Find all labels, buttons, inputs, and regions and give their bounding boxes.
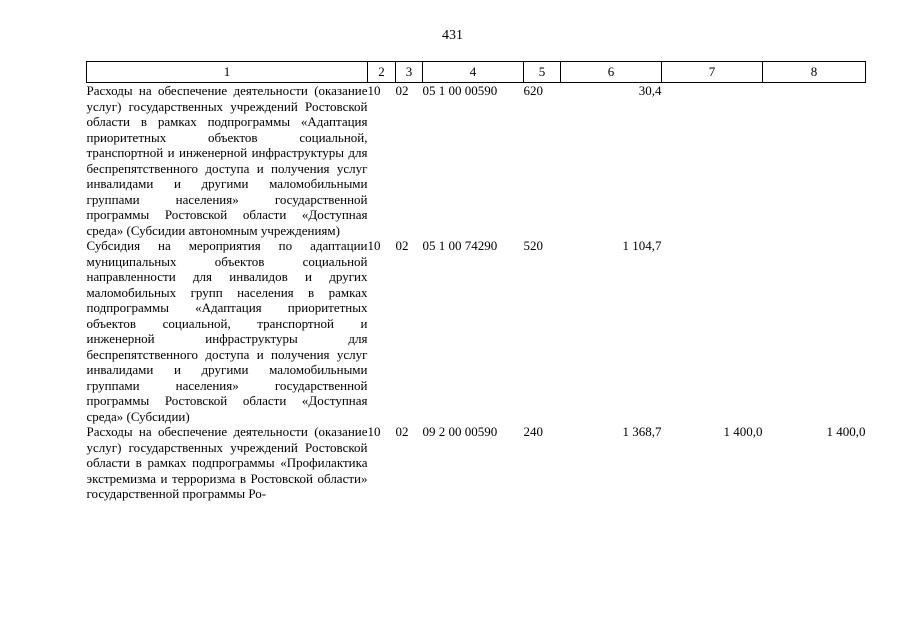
expense-type-code: 520 bbox=[523, 238, 543, 253]
expense-type-code: 620 bbox=[523, 83, 543, 98]
budget-table bbox=[86, 61, 866, 502]
page-number: 431 bbox=[442, 28, 463, 43]
expense-type-code: 240 bbox=[523, 424, 543, 439]
amount-col6: 1 104,7 bbox=[622, 238, 662, 253]
column-header: 3 bbox=[396, 62, 423, 83]
table-row bbox=[87, 83, 866, 239]
row-description: Расходы на обеспечение деятельности (оказание услуг) государственных учреждений Ростовской области в рамках подпрограммы «Адаптация приоритетных объектов социальной, транспортной и инженерной инфраструктуры для беспрепятственного доступа и получения услуг инвалидами и другими маломобильными группами населения» государственной программы Ростовской области «Доступная среда» (Субсидии автономным учреждениям) bbox=[86, 83, 368, 238]
target-article-code: 05 1 00 74290 bbox=[422, 238, 498, 253]
section-code: 10 bbox=[367, 83, 381, 98]
subsection-code: 02 bbox=[395, 83, 409, 98]
amount-col8 bbox=[763, 238, 866, 424]
amount-col8 bbox=[763, 83, 866, 239]
table-row bbox=[87, 424, 866, 502]
target-article-code: 09 2 00 00590 bbox=[422, 424, 498, 439]
subsection-code: 02 bbox=[395, 238, 409, 253]
column-header: 7 bbox=[662, 62, 763, 83]
header-row bbox=[87, 62, 866, 83]
target-article-code: 05 1 00 00590 bbox=[422, 83, 498, 98]
table-row bbox=[87, 238, 866, 424]
column-header: 6 bbox=[561, 62, 662, 83]
amount-col7 bbox=[662, 83, 763, 239]
amount-col7: 1 400,0 bbox=[723, 424, 763, 439]
column-header: 1 bbox=[87, 62, 368, 83]
amount-col7 bbox=[662, 238, 763, 424]
amount-col8: 1 400,0 bbox=[826, 424, 866, 439]
row-description: Субсидия на мероприятия по адаптации муниципальных объектов социальной направленности для инвалидов и других маломобильных групп населения в рамках подпрограммы «Адаптация приоритетных объектов социальной, транспортной и инженерной инфраструктуры для беспрепятственного доступа и получения услуг инвалидами и другими маломобильными группами населения» государственной программы Ростовской области «Доступная среда» (Субсидии) bbox=[86, 238, 368, 424]
row-description: Расходы на обеспечение деятельности (оказание услуг) государственных учреждений Ростовской области в рамках подпрограммы «Профилактика экстремизма и терроризма в Ростовской области» государственной программы Ро- bbox=[86, 424, 368, 501]
column-header: 4 bbox=[423, 62, 524, 83]
amount-col6: 1 368,7 bbox=[622, 424, 662, 439]
column-header: 8 bbox=[763, 62, 866, 83]
section-code: 10 bbox=[367, 424, 381, 439]
column-header: 2 bbox=[368, 62, 396, 83]
subsection-code: 02 bbox=[395, 424, 409, 439]
column-header: 5 bbox=[524, 62, 561, 83]
section-code: 10 bbox=[367, 238, 381, 253]
amount-col6: 30,4 bbox=[638, 83, 662, 98]
